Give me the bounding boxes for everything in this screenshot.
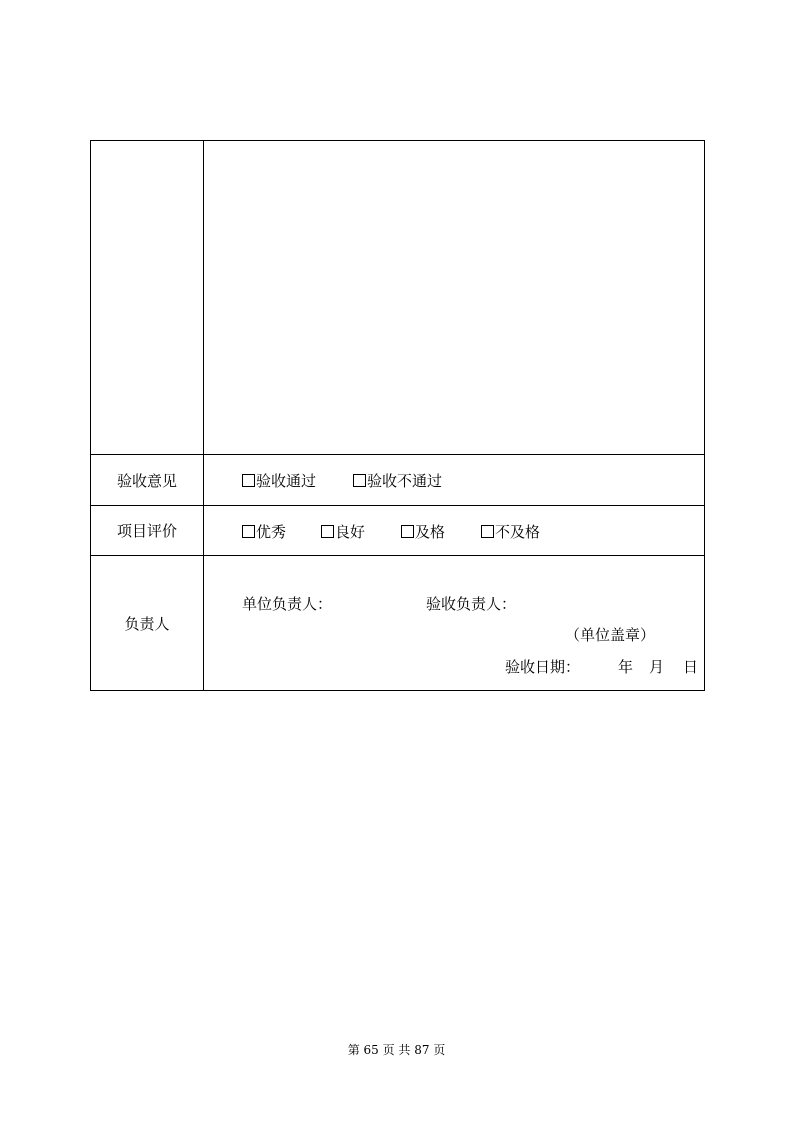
responsible-label: 负责人 xyxy=(91,556,204,690)
checkbox-excellent[interactable] xyxy=(242,525,255,538)
acceptance-head-label: 验收负责人： xyxy=(426,595,517,613)
option-excellent-label: 优秀 xyxy=(256,523,287,541)
option-fail-grade[interactable] xyxy=(481,521,540,542)
option-pass-grade[interactable] xyxy=(401,521,445,542)
option-excellent[interactable] xyxy=(242,521,286,542)
responsible-row xyxy=(91,556,704,690)
page-footer: 第 65 页 共 87 页 xyxy=(347,1043,446,1057)
acceptance-form-table xyxy=(90,140,705,691)
project-evaluation-label: 项目评价 xyxy=(91,506,204,555)
option-good[interactable] xyxy=(321,521,365,542)
checkbox-fail[interactable] xyxy=(353,474,366,487)
acceptance-opinion-row xyxy=(91,455,704,506)
project-evaluation-row xyxy=(91,506,704,556)
option-fail-grade-label: 不及格 xyxy=(495,523,541,541)
option-pass-grade-label: 及格 xyxy=(415,523,446,541)
project-evaluation-options xyxy=(204,506,704,555)
acceptance-opinion-options xyxy=(204,455,704,505)
option-fail-label: 验收不通过 xyxy=(367,472,443,490)
option-pass[interactable] xyxy=(242,470,316,491)
checkbox-good[interactable] xyxy=(321,525,334,538)
unit-head-label: 单位负责人： xyxy=(242,595,333,613)
option-good-label: 良好 xyxy=(335,523,366,541)
acceptance-opinion-label: 验收意见 xyxy=(91,455,204,505)
date-year: 年 xyxy=(618,658,634,676)
checkbox-fail-grade[interactable] xyxy=(481,525,494,538)
acceptance-date-label: 验收日期： xyxy=(505,658,581,676)
blank-content-cell xyxy=(204,141,704,454)
date-day: 日 xyxy=(683,658,699,676)
blank-row xyxy=(91,141,704,455)
responsible-content xyxy=(204,556,704,690)
option-pass-label: 验收通过 xyxy=(256,472,317,490)
checkbox-pass[interactable] xyxy=(242,474,255,487)
checkbox-pass-grade[interactable] xyxy=(401,525,414,538)
blank-label-cell xyxy=(91,141,204,454)
seal-note: （单位盖章） xyxy=(565,626,656,644)
option-fail[interactable] xyxy=(353,470,442,491)
date-month: 月 xyxy=(649,658,665,676)
